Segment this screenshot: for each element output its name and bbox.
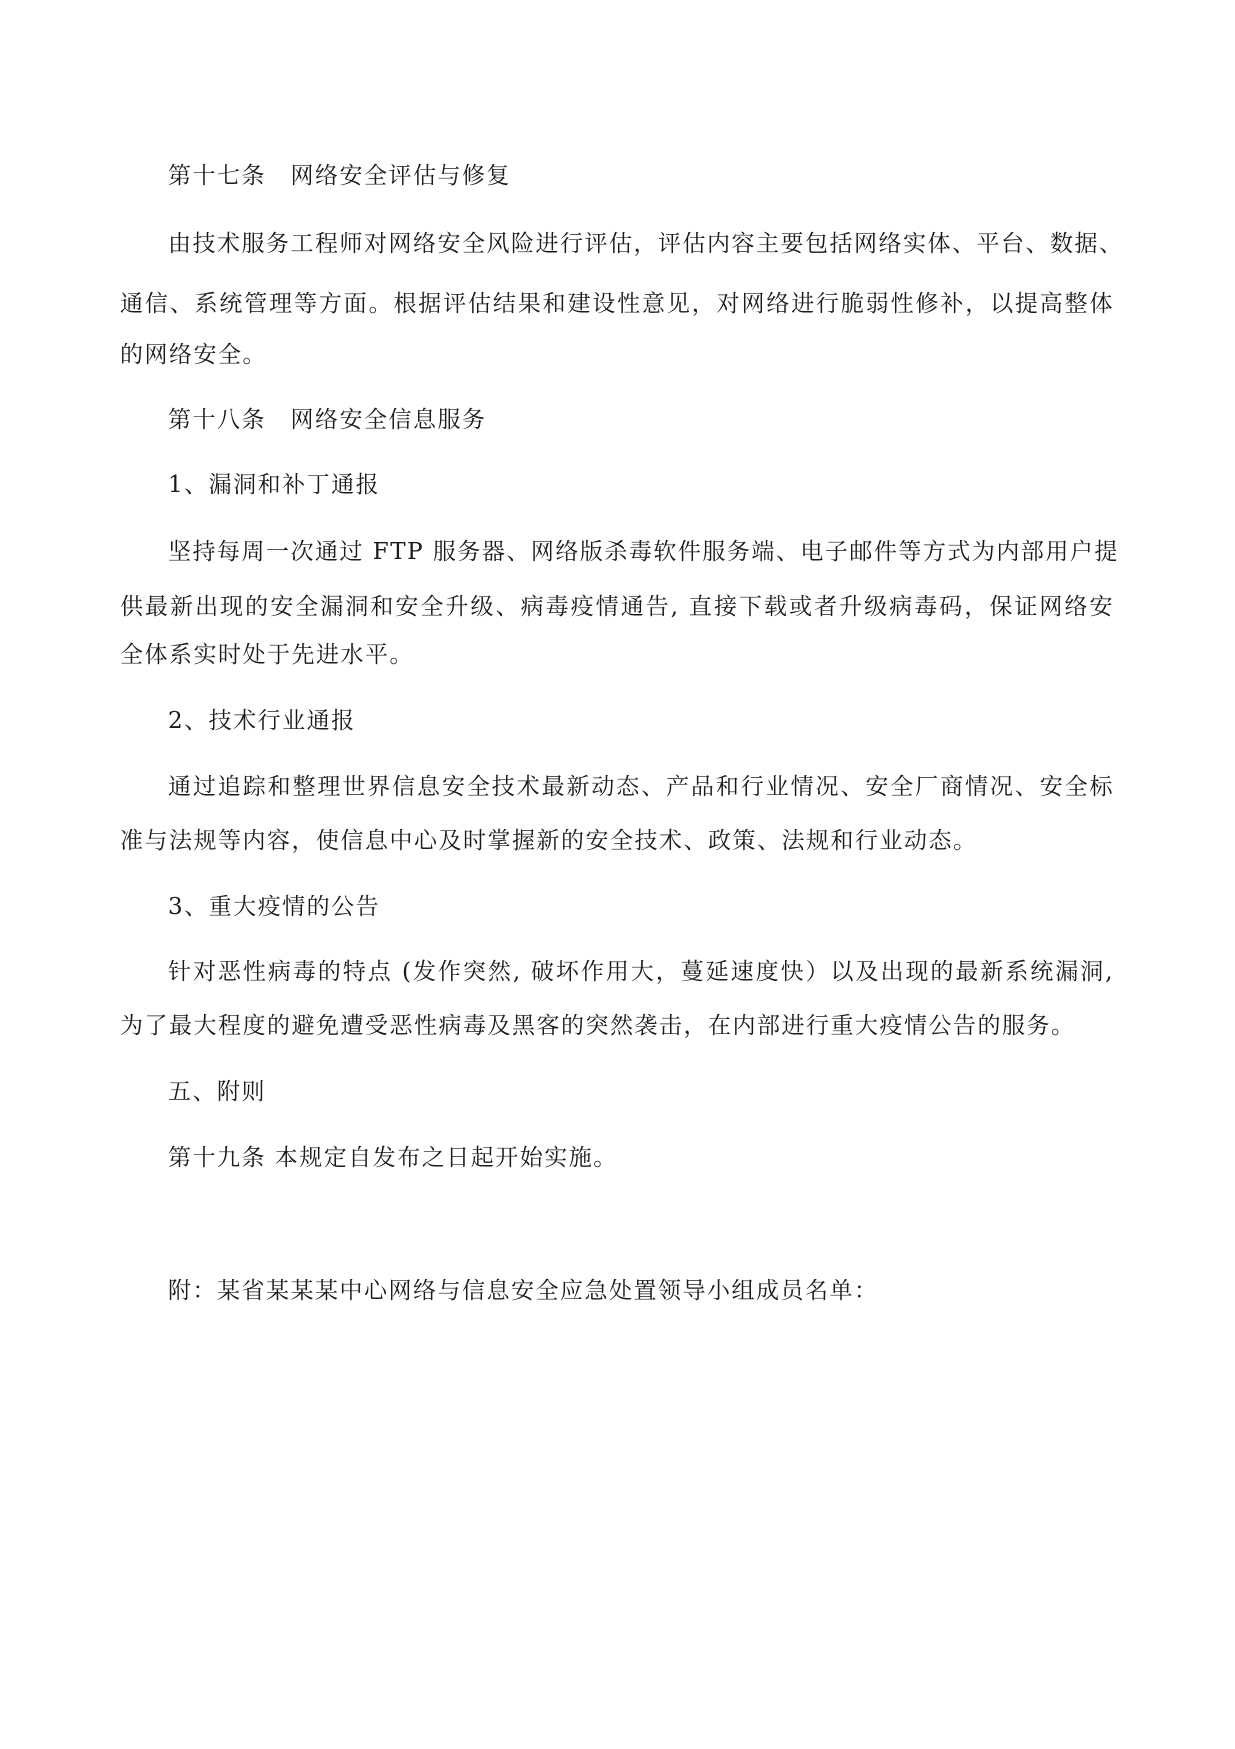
appendix-note: 附：某省某某某中心网络与信息安全应急处置领导小组成员名单： — [168, 1278, 879, 1304]
section-1-body-line-1: 坚持每周一次通过 FTP 服务器、网络版杀毒软件服务端、电子邮件等方式为内部用户提 — [168, 539, 1119, 565]
section-1-body-line-3: 全体系实时处于先进水平。 — [120, 642, 414, 668]
article-17-body-line-1: 由技术服务工程师对网络安全风险进行评估，评估内容主要包括网络实体、平台、数据、 — [168, 231, 1124, 257]
chapter-5-heading: 五、附则 — [168, 1079, 266, 1105]
section-2-body-line-1: 通过追踪和整理世界信息安全技术最新动态、产品和行业情况、安全厂商情况、安全标 — [168, 774, 1114, 800]
section-3-body-line-2: 为了最大程度的避免遭受恶性病毒及黑客的突然袭击，在内部进行重大疫情公告的服务。 — [120, 1013, 1076, 1039]
section-1-title: 1、漏洞和补丁通报 — [168, 472, 381, 498]
article-18-heading: 第十八条 网络安全信息服务 — [168, 407, 487, 433]
article-17-heading: 第十七条 网络安全评估与修复 — [168, 163, 511, 189]
section-2-title: 2、技术行业通报 — [168, 708, 356, 734]
article-17-body-line-3: 的网络安全。 — [120, 342, 267, 368]
section-3-body-line-1: 针对恶性病毒的特点 (发作突然, 破坏作用大，蔓延速度快）以及出现的最新系统漏洞, — [168, 959, 1114, 985]
section-2-body-line-2: 准与法规等内容，使信息中心及时掌握新的安全技术、政策、法规和行业动态。 — [120, 828, 978, 854]
section-3-title: 3、重大疫情的公告 — [168, 894, 381, 920]
article-19-text: 第十九条 本规定自发布之日起开始实施。 — [168, 1145, 618, 1171]
article-17-body-line-2: 通信、系统管理等方面。根据评估结果和建设性意见，对网络进行脆弱性修补，以提高整体 — [120, 291, 1114, 317]
section-1-body-line-2: 供最新出现的安全漏洞和安全升级、病毒疫情通告, 直接下载或者升级病毒码，保证网络安 — [120, 594, 1114, 620]
